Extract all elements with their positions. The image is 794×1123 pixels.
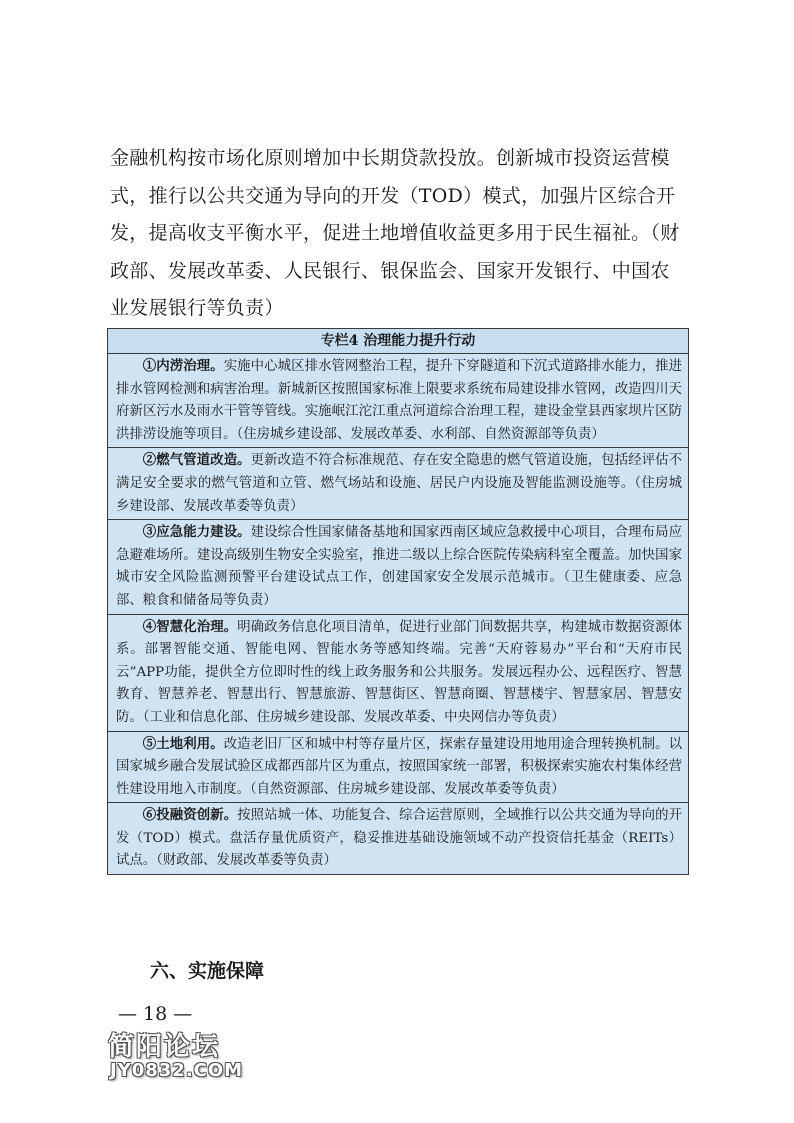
intro-line: 政部、发展改革委、人民银行、银保监会、国家开发银行、中国农 — [110, 259, 670, 282]
box-item-gas-pipeline — [108, 448, 688, 520]
box-item-heading: ②燃气管道改造。 — [142, 452, 251, 469]
box-item-body: 更新改造不符合标准规范、存在安全隐患的燃气管道设施，包括经评估不满足安全要求的燃气管道和立管、燃气场站和设施、居民户内设施及智能监测设施等。（住房城乡建设部、发展改革委等负责） — [116, 453, 682, 514]
column-box-title: 专栏4 治理能力提升行动 — [108, 329, 688, 354]
box-item-smart-governance — [108, 615, 688, 732]
watermark-url: JY0832.COM — [110, 1060, 244, 1081]
box-item-heading: ⑤土地利用。 — [142, 735, 224, 752]
intro-paragraph — [110, 140, 690, 328]
column-box — [107, 328, 689, 875]
box-item-body: 建设综合性国家储备基地和国家西南区域应急救援中心项目，合理布局应急避难场所。建设高级别生物安全实验室，推进二级以上综合医院传染病科室全覆盖。加快国家城市安全风险监测预警平台建设试点工作，创建国家安全发展示范城市。（卫生健康委、应急部、粮食和储备局等负责） — [116, 525, 682, 608]
section-heading: 六、实施保障 — [150, 960, 265, 982]
intro-line: 式，推行以公共交通为导向的开发（TOD）模式，加强片区综合开 — [110, 184, 676, 207]
box-item-heading: ①内涝治理。 — [142, 358, 224, 374]
intro-line: 发，提高收支平衡水平，促进土地增值收益更多用于民生福祉。（财 — [110, 222, 680, 244]
box-item-heading: ④智慧化治理。 — [142, 618, 238, 635]
page-number: — 18 — — [118, 1003, 193, 1025]
box-item-body: 改造老旧厂区和城中村等存量片区，探索存量建设用地用途合理转换机制。以国家城乡融合发展试验区成都西部片区为重点，按照国家统一部署，积极探索实施农村集体经营性建设用地入市制度。（自然资源部、住房城乡建设部、发展改革委等负责） — [116, 736, 683, 797]
box-item-waterlogging — [108, 354, 688, 448]
box-item-land-use — [108, 732, 688, 804]
box-item-heading: ⑥投融资创新。 — [142, 807, 238, 824]
box-item-body: 明确政务信息化项目清单，促进行业部门间数据共享，构建城市数据资源体系。部署智能交通、智能电网、智能水务等感知终端。完善“天府蓉易办”平台和“天府市民云”APP功能，提供全方位即时性的线上政务服务和公共服务。发展远程办公、远程医疗、智慧教育、智慧养老、智慧出行、智慧旅游、智慧街区、智慧商圈、智慧楼宇、智慧家居、智慧安防。（工业和信息化部、住房城乡建设部、发展改革委、中央网信办等负责） — [116, 619, 683, 725]
box-item-body: 实施中心城区排水管网整治工程，提升下穿隧道和下沉式道路排水能力，推进排水管网检测和病害治理。新城新区按照国家标准上限要求系统布局建设排水管网，改造四川天府新区污水及雨水干管等管线。实施岷江沱江重点河道综合治理工程，建设金堂县西家坝片区防洪排涝设施等项目。（住房城乡建设部、发展改革委、水利部、自然资源部等负责） — [116, 359, 683, 442]
box-item-emergency — [108, 520, 688, 614]
intro-line: 业发展银行等负责） — [110, 297, 284, 319]
box-item-body: 按照站城一体、功能复合、综合运营原则，全域推行以公共交通为导向的开发（TOD）模式。盘活存量优质资产，稳妥推进基础设施领域不动产投资信托基金（REITs）试点。（财政部、发展改革委等负责） — [116, 808, 683, 869]
watermark-logo: 简阳论坛 — [108, 1032, 221, 1062]
intro-line: 金融机构按市场化原则增加中长期贷款投放。创新城市投资运营模 — [110, 147, 670, 169]
box-item-financing — [108, 803, 688, 874]
box-item-heading: ③应急能力建设。 — [142, 524, 251, 541]
